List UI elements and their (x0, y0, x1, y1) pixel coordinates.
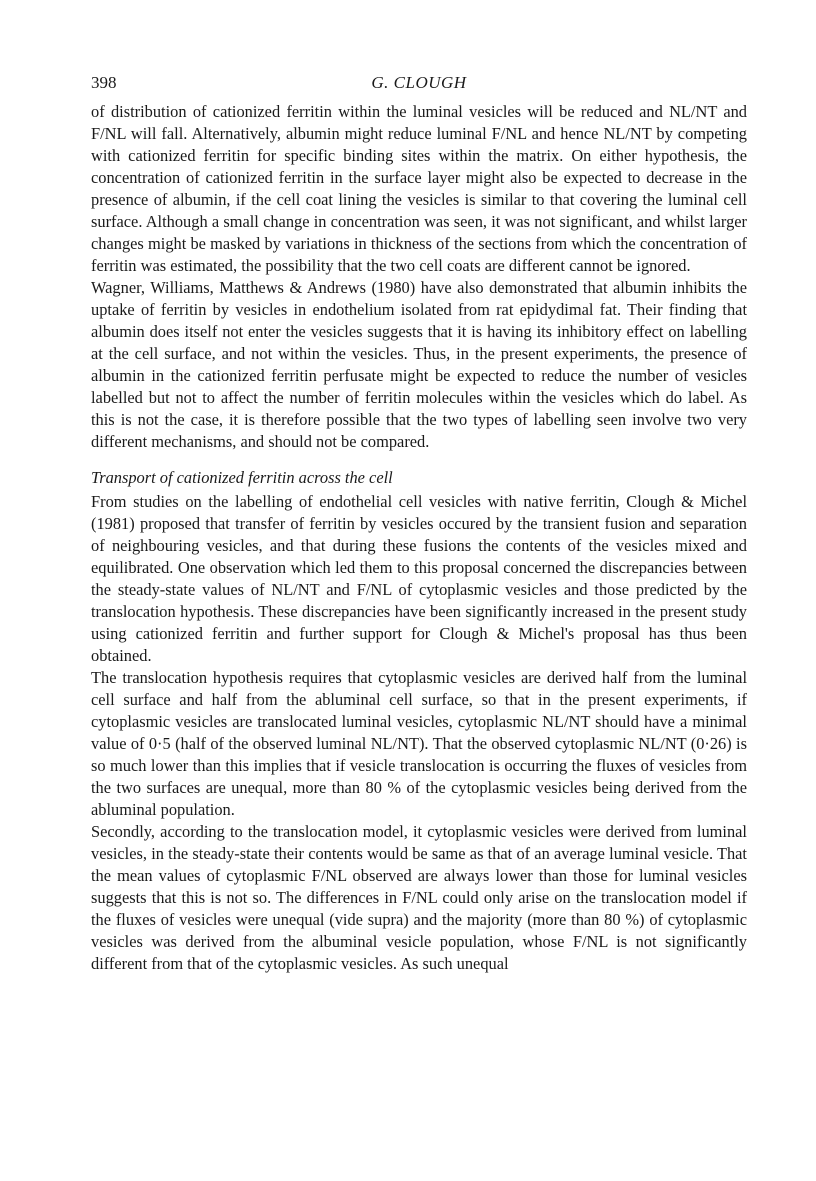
paragraph-5: Secondly, according to the translocation model, it cytoplasmic vesicles were derived from luminal vesicles, in the steady-state their contents would be same as that of an average luminal vesicle. That the mean values of cytoplasmic F/NL observed are always lower than those for luminal vesicles suggests that this is not so. The differences in F/NL could only arise on the translocation model if the fluxes of vesicles were unequal (vide supra) and the majority (more than 80 %) of cytoplasmic vesicles was derived from the albuminal vesicle population, whose F/NL is not significantly different from that of the cytoplasmic vesicles. As such unequal (91, 822, 747, 973)
running-head: G. CLOUGH (371, 73, 467, 92)
paragraph-2: Wagner, Williams, Matthews & Andrews (1980) have also demonstrated that albumin inhibits the uptake of ferritin by vesicles in endothelium isolated from rat epidydimal fat. Their finding that albumin does itself not enter the vesicles suggests that it is having its inhibitory effect on labelling at the cell surface, and not within the vesicles. Thus, in the present experiments, the presence of albumin in the cationized ferritin perfusate might be expected to reduce the number of vesicles labelled but not to affect the number of ferritin molecules within the vesicles which do label. As this is not the case, it is therefore possible that the two types of labelling seen involve two very different mechanisms, and should not be compared. (91, 278, 747, 451)
document-page (91, 73, 747, 975)
paragraph-4: The translocation hypothesis requires that cytoplasmic vesicles are derived half from the luminal cell surface and half from the abluminal cell surface, so that in the present experiments, if cytoplasmic vesicles are translocated luminal vesicles, cytoplasmic NL/NT should have a minimal value of 0·5 (half of the observed luminal NL/NT). That the observed cytoplasmic NL/NT (0·26) is so much lower than this implies that if vesicle translocation is occurring the fluxes of vesicles from the two surfaces are unequal, more than 80 % of the cytoplasmic vesicles being derived from the abluminal population. (91, 668, 747, 819)
section-heading: Transport of cationized ferritin across the cell (91, 468, 393, 487)
page-number: 398 (91, 73, 117, 92)
page-header (91, 73, 747, 97)
paragraph-3: From studies on the labelling of endothelial cell vesicles with native ferritin, Clough & Michel (1981) proposed that transfer of ferritin by vesicles occured by the transient fusion and separation of neighbouring vesicles, and that during these fusions the contents of the vesicles mixed and equilibrated. One observation which led them to this proposal concerned the discrepancies between the steady-state values of NL/NT and F/NL of cytoplasmic vesicles and those predicted by the translocation hypothesis. These discrepancies have been significantly increased in the present study using cationized ferritin and further support for Clough & Michel's proposal has thus been obtained. (91, 492, 747, 665)
paragraph-1: of distribution of cationized ferritin within the luminal vesicles will be reduced and NL/NT and F/NL will fall. Alternatively, albumin might reduce luminal F/NL and hence NL/NT by competing with cationized ferritin for specific binding sites within the matrix. On either hypothesis, the concentration of cationized ferritin in the surface layer might also be expected to decrease in the presence of albumin, if the cell coat lining the vesicles is similar to that covering the luminal cell surface. Although a small change in concentration was seen, it was not significant, and whilst larger changes might be masked by variations in thickness of the sections from which the concentration of ferritin was estimated, the possibility that the two cell coats are different cannot be ignored. (91, 102, 747, 275)
